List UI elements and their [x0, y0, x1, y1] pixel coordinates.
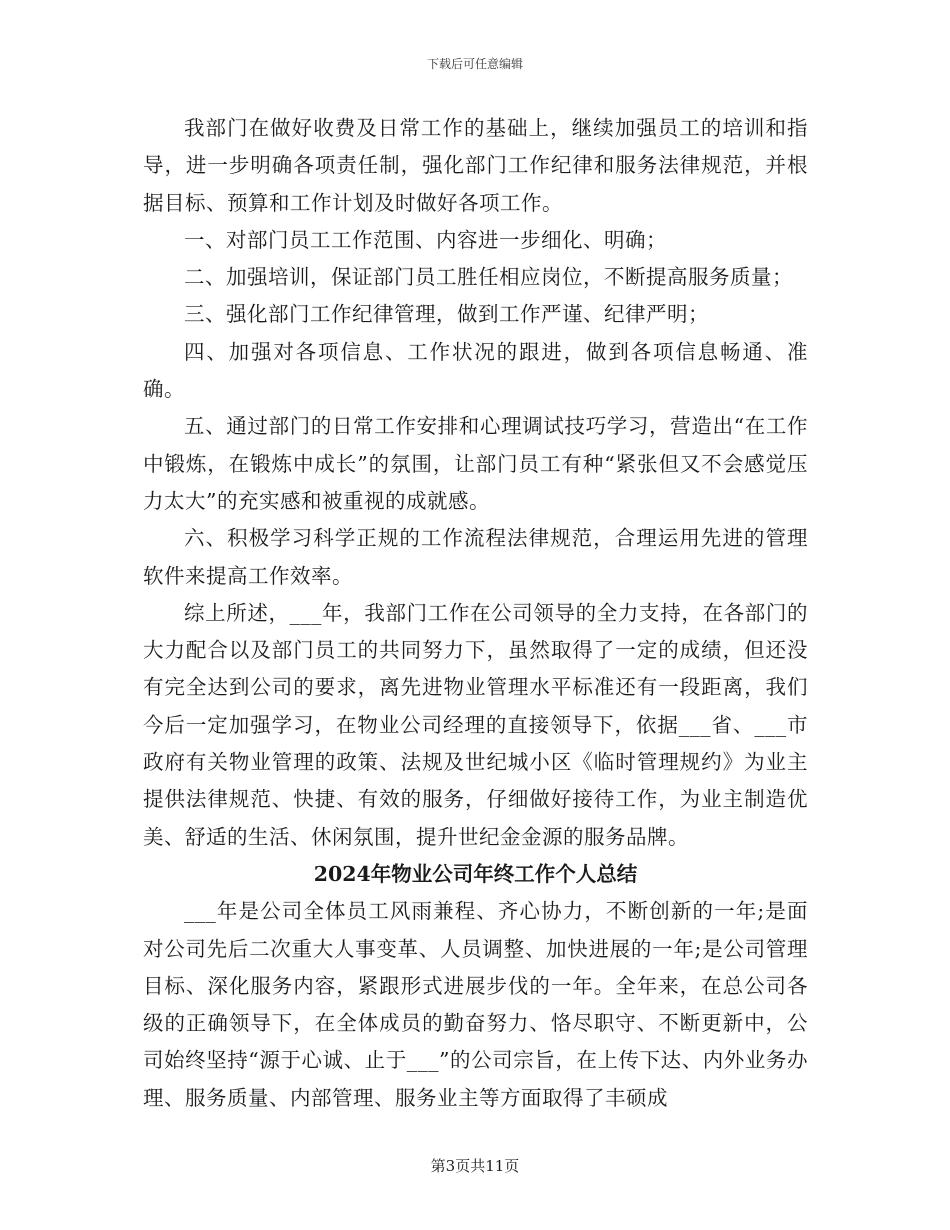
- header-note: 下载后可任意编辑: [426, 57, 523, 71]
- paragraph-item-6: 六、积极学习科学正规的工作流程法律规范，合理运用先进的管理软件来提高工作效率。: [143, 526, 808, 588]
- paragraph-item-4: 四、加强对各项信息、工作状况的跟进，做到各项信息畅通、准确。: [143, 339, 808, 402]
- paragraph-summary: 综上所述，___年，我部门工作在公司领导的全力支持，在各部门的大力配合以及部门员工的共同努力下，虽然取得了一定的成绩，但还没有完全达到公司的要求，离先进物业管理水平标准还有一段距离，我们今后一定加强学习，在物业公司经理的直接领导下，依据___省、___市政府有关物业管理的政策、法规及世纪城小区《临时管理规约》为业主提供法律规范、快捷、有效的服务，仔细做好接待工作，为业主制造优美、舒适的生活、休闲氛围，提升世纪金金源的服务品牌。: [143, 600, 808, 849]
- paragraph-intro: 我部门在做好收费及日常工作的基础上，继续加强员工的培训和指导，进一步明确各项责任制，强化部门工作纪律和服务法律规范，并根据目标、预算和工作计划及时做好各项工作。: [143, 116, 808, 215]
- paragraph-item-5: 五、通过部门的日常工作安排和心理调试技巧学习，营造出“在工作中锻炼，在锻炼中成长”的氛围，让部门员工有种“紧张但又不会感觉压力太大”的充实感和被重视的成就感。: [143, 414, 808, 513]
- paragraph-item-2: 二、加强培训，保证部门员工胜任相应岗位，不断提高服务质量；: [184, 265, 793, 290]
- section-title: 2024年物业公司年终工作个人总结: [313, 861, 638, 886]
- document-body: [143, 110, 808, 1117]
- paragraph-item-3: 三、强化部门工作纪律管理，做到工作严谨、纪律严明；: [184, 302, 709, 327]
- page-number: 第3页共11页: [430, 1157, 520, 1175]
- paragraph-item-1: 一、对部门员工工作范围、内容进一步细化、明确；: [184, 227, 667, 252]
- paragraph-section-intro: ___年是公司全体员工风雨兼程、齐心协力，不断创新的一年;是面对公司先后二次重大人事变革、人员调整、加快进展的一年;是公司管理目标、深化服务内容，紧跟形式进展步伐的一年。全年来，在总公司各级的正确领导下，在全体成员的勤奋努力、恪尽职守、不断更新中，公司始终坚持“源于心诚、止于___”的公司宗旨，在上传下达、内外业务办理、服务质量、内部管理、服务业主等方面取得了丰硕成: [143, 899, 808, 1110]
